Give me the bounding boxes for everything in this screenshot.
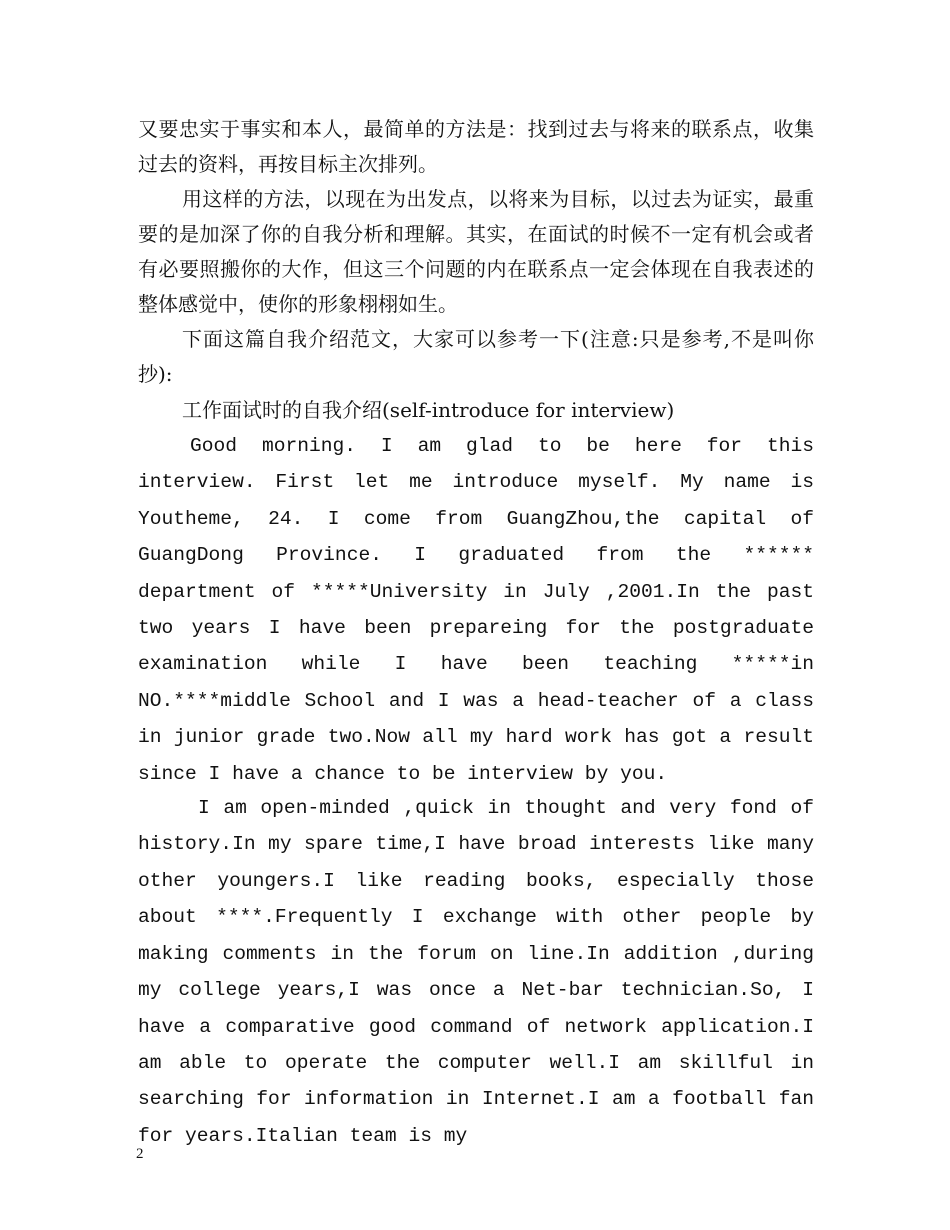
- paragraph-method: 用这样的方法，以现在为出发点，以将来为目标，以过去为证实，最重要的是加深了你的自我分析和理解。其实，在面试的时候不一定有机会或者有必要照搬你的大作，但这三个问题的内在联系点一定会体现在自我表述的整体感觉中，使你的形象栩栩如生。: [138, 187, 814, 316]
- english-paragraph-greeting: Good morning. I am glad to be here for this interview. First let me introduce myself. My name is Youtheme, 24. I come from GuangZhou,the capital of GuangDong Province. I graduated from the ****** department of *****University in July ,2001.In the past two years I have been prepareing for the postgraduate examination while I have been teaching *****in NO.****middle School and I was a head-teacher of a class in junior grade two.Now all my hard work has got a result since I have a chance to be interview by you.: [138, 435, 814, 785]
- document-body: [138, 112, 814, 1154]
- page-number: 2: [136, 1146, 144, 1162]
- paragraph-sample-intro: 下面这篇自我介绍范文，大家可以参考一下(注意:只是参考,不是叫你抄):: [138, 327, 814, 386]
- section-title: 工作面试时的自我介绍(self-introduce for interview): [182, 398, 675, 422]
- english-paragraph-personality: I am open-minded ,quick in thought and very fond of history.In my spare time,I have broad interests like many other youngers.I like reading books, especially those about ****.Frequently I exchange with other people by making comments in the forum on line.In addition ,during my college years,I was once a Net-bar technician.So, I have a comparative good command of network application.I am able to operate the computer well.I am skillful in searching for information in Internet.I am a football fan for years.Italian team is my: [138, 797, 814, 1147]
- paragraph-continuation: 又要忠实于事实和本人，最简单的方法是：找到过去与将来的联系点，收集过去的资料，再按目标主次排列。: [138, 117, 814, 176]
